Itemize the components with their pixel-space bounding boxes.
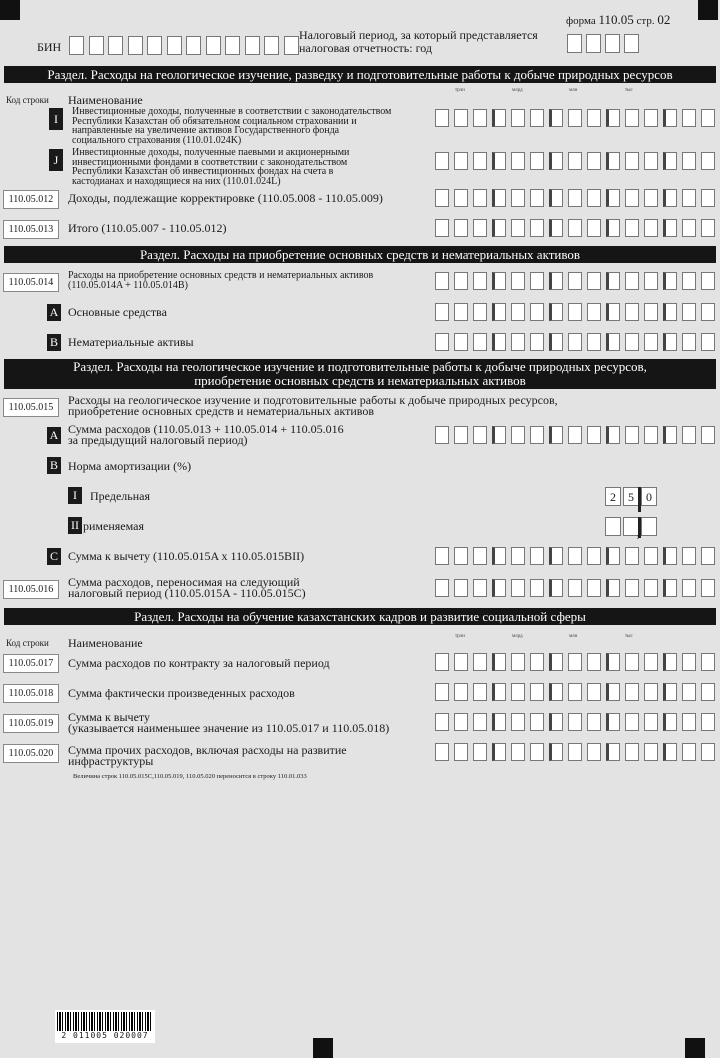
row-total-amount-cell[interactable] xyxy=(644,219,658,237)
row-actual-expenses-amount-cell[interactable] xyxy=(530,683,544,701)
row-income-social-insurance-amount-cell[interactable] xyxy=(549,109,563,127)
row-total-amount-cell[interactable] xyxy=(454,219,468,237)
row-total-amount-cell[interactable] xyxy=(511,219,525,237)
row-other-expenses-amount-cell[interactable] xyxy=(625,743,639,761)
row-actual-expenses-label: Сумма фактически произведенных расходов xyxy=(68,686,295,700)
row-adjust-income-amount-cell[interactable] xyxy=(454,189,468,207)
row-deduction-amount-cell[interactable] xyxy=(435,547,449,565)
row-deduction-amount-cell[interactable] xyxy=(606,547,620,565)
row-combined-label: Расходы на геологическое изучение и подготовительные работы к добыче природных ресурсов, приобретение основных средств и нематериальных активов xyxy=(68,393,558,418)
row-fixed-assets-basic-amount-cell[interactable] xyxy=(587,303,601,321)
row-letter-I: I xyxy=(49,108,63,130)
row-adjust-income-amount-cell[interactable] xyxy=(701,189,715,207)
bin-label: БИН xyxy=(37,40,62,54)
row-total-amount-cell[interactable] xyxy=(587,219,601,237)
row-income-investment-funds-amount-cell[interactable] xyxy=(473,152,487,170)
row-income-investment-funds-amount-cell[interactable] xyxy=(435,152,449,170)
row-sum-expenses-amount-cell[interactable] xyxy=(454,426,468,444)
row-carryover-amount-cell[interactable] xyxy=(454,579,468,597)
decimal-comma: , xyxy=(637,525,641,540)
row-adjust-income-amount-cell[interactable] xyxy=(492,189,506,207)
row-fixed-assets-basic-amount-cell[interactable] xyxy=(625,303,639,321)
row-total-amount-cell[interactable] xyxy=(530,219,544,237)
row-carryover-amount-cell[interactable] xyxy=(530,579,544,597)
row-fixed-assets-amount-cell[interactable] xyxy=(473,272,487,290)
row-deduction-min-amount-cell[interactable] xyxy=(492,713,506,731)
row-other-expenses-amount-cell[interactable] xyxy=(682,743,696,761)
row-fixed-assets-basic-label: Основные средства xyxy=(68,305,167,319)
row-actual-expenses-amount-cell[interactable] xyxy=(587,683,601,701)
barcode-number: 2 011005 020007 xyxy=(61,1031,149,1040)
row-deduction-amount-cell[interactable] xyxy=(587,547,601,565)
row-fixed-assets-basic-amount-cell[interactable] xyxy=(549,303,563,321)
row-fixed-assets-amount-cell[interactable] xyxy=(663,272,677,290)
row-deduction-amount-cell[interactable] xyxy=(663,547,677,565)
row-contract-expenses-amount-cell[interactable] xyxy=(473,653,487,671)
row-income-social-insurance-amount-cell[interactable] xyxy=(511,109,525,127)
row-letter-C: C xyxy=(47,548,61,565)
row-code-110-05-016: 110.05.016 xyxy=(3,580,59,599)
row-fixed-assets-amount-cell[interactable] xyxy=(454,272,468,290)
row-intangible-amount-cell[interactable] xyxy=(701,333,715,351)
row-sum-expenses-amount-cell[interactable] xyxy=(568,426,582,444)
row-other-expenses-amount-cell[interactable] xyxy=(644,743,658,761)
row-actual-expenses-amount-cell[interactable] xyxy=(454,683,468,701)
row-sum-expenses-amount-cell[interactable] xyxy=(435,426,449,444)
row-contract-expenses-amount-cell[interactable] xyxy=(511,653,525,671)
row-fixed-assets-basic-amount-cell[interactable] xyxy=(511,303,525,321)
row-letter-A2: A xyxy=(47,427,61,444)
row-income-social-insurance-amount-cell[interactable] xyxy=(682,109,696,127)
row-deduction-min-amount-cell[interactable] xyxy=(473,713,487,731)
barcode xyxy=(55,1010,155,1043)
row-actual-expenses-amount-cell[interactable] xyxy=(492,683,506,701)
row-fixed-assets-basic-amount-cell[interactable] xyxy=(663,303,677,321)
row-letter-A: A xyxy=(47,304,61,321)
row-sum-expenses-label: Сумма расходов (110.05.013 + 110.05.014 + 110.05.016 за предыдущий налоговый период) xyxy=(68,422,344,447)
row-applied-rate-label: рименяемая xyxy=(83,519,144,533)
row-deduction-min-amount-cell[interactable] xyxy=(549,713,563,731)
row-other-expenses-amount-cell[interactable] xyxy=(530,743,544,761)
row-code-110-05-015: 110.05.015 xyxy=(3,398,59,417)
row-fixed-assets-basic-amount-cell[interactable] xyxy=(473,303,487,321)
row-fixed-assets-amount-cell[interactable] xyxy=(492,272,506,290)
bin-digit-cell[interactable] xyxy=(69,36,84,55)
row-other-expenses-label: Сумма прочих расходов, включая расходы на развитие инфраструктуры xyxy=(68,743,347,768)
section-header-geological: Раздел. Расходы на геологическое изучение, разведку и подготовительные работы к добыче природных ресурсов xyxy=(4,66,716,83)
bin-digit-cell[interactable] xyxy=(167,36,182,55)
row-adjust-income-amount-cell[interactable] xyxy=(587,189,601,207)
row-fixed-assets-amount-cell[interactable] xyxy=(606,272,620,290)
row-actual-expenses-amount-cell[interactable] xyxy=(511,683,525,701)
row-fixed-assets-amount-cell[interactable] xyxy=(568,272,582,290)
row-other-expenses-amount-cell[interactable] xyxy=(492,743,506,761)
row-contract-expenses-amount-cell[interactable] xyxy=(492,653,506,671)
row-income-social-insurance-amount-cell[interactable] xyxy=(473,109,487,127)
row-income-investment-funds-amount-cell[interactable] xyxy=(701,152,715,170)
section-header-training: Раздел. Расходы на обучение казахстанских кадров и развитие социальной сферы xyxy=(4,608,716,625)
row-adjust-income-amount-cell[interactable] xyxy=(568,189,582,207)
row-total-amount-cell[interactable] xyxy=(625,219,639,237)
row-fixed-assets-amount-cell[interactable] xyxy=(682,272,696,290)
row-intangible-amount-cell[interactable] xyxy=(549,333,563,351)
row-income-social-insurance-amount-cell[interactable] xyxy=(587,109,601,127)
row-deduction-amount-cell[interactable] xyxy=(454,547,468,565)
bin-digit-cell[interactable] xyxy=(186,36,201,55)
row-income-investment-funds-amount-cell[interactable] xyxy=(549,152,563,170)
code-column-header-2: Код строки xyxy=(6,638,49,648)
unit-label: млн xyxy=(569,634,578,639)
unit-label: трлн xyxy=(455,634,465,639)
row-carryover-amount-cell[interactable] xyxy=(473,579,487,597)
row-deduction-amount-cell[interactable] xyxy=(701,547,715,565)
row-adjust-income-amount-cell[interactable] xyxy=(530,189,544,207)
row-income-investment-funds-amount-cell[interactable] xyxy=(530,152,544,170)
row-income-social-insurance-amount-cell[interactable] xyxy=(606,109,620,127)
row-contract-expenses-amount-cell[interactable] xyxy=(549,653,563,671)
unit-label: млрд xyxy=(512,634,523,639)
row-income-social-insurance-amount-cell[interactable] xyxy=(454,109,468,127)
row-fixed-assets-basic-amount-cell[interactable] xyxy=(701,303,715,321)
row-carryover-amount-cell[interactable] xyxy=(435,579,449,597)
row-code-110-05-020: 110.05.020 xyxy=(3,744,59,763)
bin-digit-cell[interactable] xyxy=(245,36,260,55)
row-deduction-amount-cell[interactable] xyxy=(644,547,658,565)
form-id: форма 110.05 стр. 02 xyxy=(566,12,671,27)
row-sum-expenses-amount-cell[interactable] xyxy=(701,426,715,444)
max-rate-digit-1: 2 xyxy=(605,487,621,506)
row-deduction-min-amount-cell[interactable] xyxy=(625,713,639,731)
row-fixed-assets-amount-cell[interactable] xyxy=(530,272,544,290)
row-income-social-insurance-amount-cell[interactable] xyxy=(435,109,449,127)
row-deduction-amount-cell[interactable] xyxy=(473,547,487,565)
row-carryover-amount-cell[interactable] xyxy=(549,579,563,597)
row-intangible-amount-cell[interactable] xyxy=(625,333,639,351)
row-fixed-assets-amount-cell[interactable] xyxy=(435,272,449,290)
row-income-investment-funds-amount-cell[interactable] xyxy=(511,152,525,170)
applied-rate-digit-1[interactable] xyxy=(605,517,621,536)
row-fixed-assets-amount-cell[interactable] xyxy=(701,272,715,290)
bin-digit-cell[interactable] xyxy=(264,36,279,55)
row-fixed-assets-amount-cell[interactable] xyxy=(511,272,525,290)
row-deduction-amount-cell[interactable] xyxy=(549,547,563,565)
row-actual-expenses-amount-cell[interactable] xyxy=(549,683,563,701)
row-contract-expenses-amount-cell[interactable] xyxy=(682,653,696,671)
row-code-110-05-019: 110.05.019 xyxy=(3,714,59,733)
row-income-investment-funds-amount-cell[interactable] xyxy=(454,152,468,170)
row-actual-expenses-amount-cell[interactable] xyxy=(644,683,658,701)
row-other-expenses-amount-cell[interactable] xyxy=(473,743,487,761)
row-intangible-amount-cell[interactable] xyxy=(587,333,601,351)
row-adjust-income-amount-cell[interactable] xyxy=(473,189,487,207)
row-intangible-amount-cell[interactable] xyxy=(606,333,620,351)
row-other-expenses-amount-cell[interactable] xyxy=(606,743,620,761)
corner-marker-bottom-right xyxy=(685,1038,705,1058)
row-sum-expenses-amount-cell[interactable] xyxy=(530,426,544,444)
row-deduction-min-amount-cell[interactable] xyxy=(568,713,582,731)
row-carryover-amount-cell[interactable] xyxy=(492,579,506,597)
row-sum-expenses-amount-cell[interactable] xyxy=(587,426,601,444)
row-income-investment-funds-amount-cell[interactable] xyxy=(587,152,601,170)
row-max-rate-label: Предельная xyxy=(90,489,150,503)
row-actual-expenses-amount-cell[interactable] xyxy=(701,683,715,701)
row-deduction-amount-cell[interactable] xyxy=(568,547,582,565)
row-fixed-assets-amount-cell[interactable] xyxy=(587,272,601,290)
row-carryover-amount-cell[interactable] xyxy=(625,579,639,597)
row-other-expenses-amount-cell[interactable] xyxy=(549,743,563,761)
row-carryover-amount-cell[interactable] xyxy=(644,579,658,597)
corner-marker-top-right xyxy=(698,0,718,20)
bin-digit-cell[interactable] xyxy=(89,36,104,55)
row-intangible-amount-cell[interactable] xyxy=(511,333,525,351)
row-fixed-assets-basic-amount-cell[interactable] xyxy=(644,303,658,321)
row-fixed-assets-amount-cell[interactable] xyxy=(625,272,639,290)
corner-marker-bottom-center xyxy=(313,1038,333,1058)
row-carryover-label: Сумма расходов, переносимая на следующий налоговый период (110.05.015A - 110.05.015C) xyxy=(68,575,306,600)
year-digit-cell[interactable] xyxy=(567,34,582,53)
row-contract-expenses-amount-cell[interactable] xyxy=(644,653,658,671)
row-code-110-05-018: 110.05.018 xyxy=(3,684,59,703)
row-income-investment-funds-amount-cell[interactable] xyxy=(492,152,506,170)
row-contract-expenses-amount-cell[interactable] xyxy=(587,653,601,671)
row-intangible-label: Нематериальные активы xyxy=(68,335,194,349)
row-deduction-min-amount-cell[interactable] xyxy=(587,713,601,731)
row-deduction-min-amount-cell[interactable] xyxy=(663,713,677,731)
barcode-bars xyxy=(57,1012,153,1031)
row-adjust-income-label: Доходы, подлежащие корректировке (110.05.008 - 110.05.009) xyxy=(68,191,383,205)
row-letter-B2: B xyxy=(47,457,61,474)
row-sum-expenses-amount-cell[interactable] xyxy=(606,426,620,444)
row-other-expenses-amount-cell[interactable] xyxy=(454,743,468,761)
bin-digit-cell[interactable] xyxy=(147,36,162,55)
row-intangible-amount-cell[interactable] xyxy=(568,333,582,351)
row-fixed-assets-label: Расходы на приобретение основных средств и нематериальных активов (110.05.014A + 110.05.014B) xyxy=(68,270,374,291)
row-sum-expenses-amount-cell[interactable] xyxy=(682,426,696,444)
row-fixed-assets-basic-amount-cell[interactable] xyxy=(435,303,449,321)
row-code-110-05-017: 110.05.017 xyxy=(3,654,59,673)
bin-digit-cell[interactable] xyxy=(284,36,299,55)
row-deduction-min-label: Сумма к вычету (указывается наименьшее значение из 110.05.017 и 110.05.018) xyxy=(68,710,390,735)
row-total-amount-cell[interactable] xyxy=(568,219,582,237)
unit-label: тыс xyxy=(625,88,633,93)
row-intangible-amount-cell[interactable] xyxy=(435,333,449,351)
row-adjust-income-amount-cell[interactable] xyxy=(606,189,620,207)
year-digit-cell[interactable] xyxy=(586,34,601,53)
row-total-amount-cell[interactable] xyxy=(549,219,563,237)
unit-label: млрд xyxy=(512,88,523,93)
row-deduction-min-amount-cell[interactable] xyxy=(435,713,449,731)
row-code-110-05-013: 110.05.013 xyxy=(3,220,59,239)
row-intangible-amount-cell[interactable] xyxy=(663,333,677,351)
row-contract-expenses-amount-cell[interactable] xyxy=(454,653,468,671)
row-actual-expenses-amount-cell[interactable] xyxy=(606,683,620,701)
row-letter-B: B xyxy=(47,334,61,351)
row-depreciation-rate-label: Норма амортизации (%) xyxy=(68,459,192,473)
row-other-expenses-amount-cell[interactable] xyxy=(663,743,677,761)
row-total-amount-cell[interactable] xyxy=(492,219,506,237)
row-other-expenses-amount-cell[interactable] xyxy=(568,743,582,761)
row-adjust-income-amount-cell[interactable] xyxy=(663,189,677,207)
row-contract-expenses-label: Сумма расходов по контракту за налоговый период xyxy=(68,656,330,670)
row-adjust-income-amount-cell[interactable] xyxy=(511,189,525,207)
row-deduction-min-amount-cell[interactable] xyxy=(682,713,696,731)
row-income-social-insurance-amount-cell[interactable] xyxy=(568,109,582,127)
corner-marker-top-left xyxy=(0,0,20,20)
row-carryover-amount-cell[interactable] xyxy=(587,579,601,597)
row-deduction-amount-cell[interactable] xyxy=(492,547,506,565)
row-income-social-insurance-label: Инвестиционные доходы, полученные в соответствии с законодательством Республики Казахстан об обязательном социальном страховании и направленные на увеличение активов Государственного фонда социального страхования (110.01.024K) xyxy=(72,106,392,146)
row-other-expenses-amount-cell[interactable] xyxy=(435,743,449,761)
row-deduction-min-amount-cell[interactable] xyxy=(454,713,468,731)
row-income-social-insurance-amount-cell[interactable] xyxy=(530,109,544,127)
bin-digit-cell[interactable] xyxy=(225,36,240,55)
row-carryover-amount-cell[interactable] xyxy=(701,579,715,597)
row-adjust-income-amount-cell[interactable] xyxy=(682,189,696,207)
unit-label: тыс xyxy=(625,634,633,639)
row-actual-expenses-amount-cell[interactable] xyxy=(682,683,696,701)
row-intangible-amount-cell[interactable] xyxy=(492,333,506,351)
row-deduction-amount-cell[interactable] xyxy=(511,547,525,565)
row-sum-expenses-amount-cell[interactable] xyxy=(473,426,487,444)
row-total-label: Итого (110.05.007 - 110.05.012) xyxy=(68,221,227,235)
row-letter-BII: II xyxy=(68,517,82,534)
row-income-social-insurance-amount-cell[interactable] xyxy=(663,109,677,127)
row-total-amount-cell[interactable] xyxy=(606,219,620,237)
row-contract-expenses-amount-cell[interactable] xyxy=(701,653,715,671)
row-actual-expenses-amount-cell[interactable] xyxy=(663,683,677,701)
row-income-social-insurance-amount-cell[interactable] xyxy=(492,109,506,127)
row-intangible-amount-cell[interactable] xyxy=(473,333,487,351)
row-deduction-min-amount-cell[interactable] xyxy=(644,713,658,731)
row-deduction-amount-cell[interactable] xyxy=(530,547,544,565)
row-actual-expenses-amount-cell[interactable] xyxy=(568,683,582,701)
row-total-amount-cell[interactable] xyxy=(435,219,449,237)
row-income-investment-funds-amount-cell[interactable] xyxy=(682,152,696,170)
row-fixed-assets-amount-cell[interactable] xyxy=(644,272,658,290)
bin-digit-cell[interactable] xyxy=(128,36,143,55)
row-carryover-amount-cell[interactable] xyxy=(606,579,620,597)
row-adjust-income-amount-cell[interactable] xyxy=(549,189,563,207)
row-adjust-income-amount-cell[interactable] xyxy=(625,189,639,207)
row-actual-expenses-amount-cell[interactable] xyxy=(625,683,639,701)
section-header-combined: Раздел. Расходы на геологическое изучение и подготовительные работы к добыче природных ресурсов, приобретение основных средств и нематериальных активов xyxy=(4,359,716,389)
row-fixed-assets-basic-amount-cell[interactable] xyxy=(530,303,544,321)
unit-label: трлн xyxy=(455,88,465,93)
row-code-110-05-012: 110.05.012 xyxy=(3,190,59,209)
row-contract-expenses-amount-cell[interactable] xyxy=(663,653,677,671)
row-contract-expenses-amount-cell[interactable] xyxy=(530,653,544,671)
section-header-fixed-assets: Раздел. Расходы на приобретение основных средств и нематериальных активов xyxy=(4,246,716,263)
row-sum-expenses-amount-cell[interactable] xyxy=(644,426,658,444)
row-intangible-amount-cell[interactable] xyxy=(682,333,696,351)
year-digit-cell[interactable] xyxy=(605,34,620,53)
row-fixed-assets-basic-amount-cell[interactable] xyxy=(682,303,696,321)
name-column-header-2: Наименование xyxy=(68,636,143,650)
row-contract-expenses-amount-cell[interactable] xyxy=(568,653,582,671)
row-income-investment-funds-amount-cell[interactable] xyxy=(568,152,582,170)
row-fixed-assets-basic-amount-cell[interactable] xyxy=(568,303,582,321)
row-fixed-assets-basic-amount-cell[interactable] xyxy=(606,303,620,321)
row-carryover-amount-cell[interactable] xyxy=(663,579,677,597)
row-carryover-amount-cell[interactable] xyxy=(568,579,582,597)
max-rate-digit-3: 0 xyxy=(641,487,657,506)
row-adjust-income-amount-cell[interactable] xyxy=(644,189,658,207)
row-deduction-amount-cell[interactable] xyxy=(682,547,696,565)
footnote: Величина строк 110.05.015C,110.05.019, 110.05.020 переносится в строку 110.01.033 xyxy=(73,773,307,780)
row-other-expenses-amount-cell[interactable] xyxy=(701,743,715,761)
row-contract-expenses-amount-cell[interactable] xyxy=(435,653,449,671)
row-sum-expenses-amount-cell[interactable] xyxy=(663,426,677,444)
row-other-expenses-amount-cell[interactable] xyxy=(587,743,601,761)
row-actual-expenses-amount-cell[interactable] xyxy=(435,683,449,701)
row-deduction-min-amount-cell[interactable] xyxy=(530,713,544,731)
bin-digit-cell[interactable] xyxy=(108,36,123,55)
row-sum-expenses-amount-cell[interactable] xyxy=(492,426,506,444)
row-carryover-amount-cell[interactable] xyxy=(682,579,696,597)
row-total-amount-cell[interactable] xyxy=(701,219,715,237)
row-fixed-assets-basic-amount-cell[interactable] xyxy=(492,303,506,321)
row-deduction-min-amount-cell[interactable] xyxy=(701,713,715,731)
bin-digit-cell[interactable] xyxy=(206,36,221,55)
row-fixed-assets-basic-amount-cell[interactable] xyxy=(454,303,468,321)
row-intangible-amount-cell[interactable] xyxy=(454,333,468,351)
row-intangible-amount-cell[interactable] xyxy=(644,333,658,351)
max-rate-digit-2: 5 xyxy=(623,487,639,506)
row-letter-J: J xyxy=(49,149,63,171)
row-sum-expenses-amount-cell[interactable] xyxy=(511,426,525,444)
unit-label: млн xyxy=(569,88,578,93)
row-other-expenses-amount-cell[interactable] xyxy=(511,743,525,761)
row-income-investment-funds-amount-cell[interactable] xyxy=(625,152,639,170)
row-actual-expenses-amount-cell[interactable] xyxy=(473,683,487,701)
row-code-110-05-014: 110.05.014 xyxy=(3,273,59,292)
row-letter-BI: I xyxy=(68,487,82,504)
row-total-amount-cell[interactable] xyxy=(473,219,487,237)
year-digit-cell[interactable] xyxy=(624,34,639,53)
row-contract-expenses-amount-cell[interactable] xyxy=(606,653,620,671)
row-income-investment-funds-amount-cell[interactable] xyxy=(606,152,620,170)
row-adjust-income-amount-cell[interactable] xyxy=(435,189,449,207)
row-deduction-label: Сумма к вычету (110.05.015A x 110.05.015BII) xyxy=(68,549,305,563)
row-deduction-min-amount-cell[interactable] xyxy=(511,713,525,731)
row-income-social-insurance-amount-cell[interactable] xyxy=(625,109,639,127)
row-total-amount-cell[interactable] xyxy=(663,219,677,237)
code-column-header: Код строки xyxy=(6,95,49,105)
row-income-investment-funds-label: Инвестиционные доходы, полученные паевыми и акционерными инвестиционными фондами в соответствии с законодательством Республики Казахстан об инвестиционных фондах на счета в кастодианах и находящиеся на них (110.01.024L) xyxy=(72,147,350,187)
row-sum-expenses-amount-cell[interactable] xyxy=(549,426,563,444)
row-sum-expenses-amount-cell[interactable] xyxy=(625,426,639,444)
row-contract-expenses-amount-cell[interactable] xyxy=(625,653,639,671)
row-total-amount-cell[interactable] xyxy=(682,219,696,237)
applied-rate-digit-3[interactable] xyxy=(641,517,657,536)
row-carryover-amount-cell[interactable] xyxy=(511,579,525,597)
row-deduction-min-amount-cell[interactable] xyxy=(606,713,620,731)
row-income-investment-funds-amount-cell[interactable] xyxy=(644,152,658,170)
name-column-header: Наименование xyxy=(68,93,143,107)
row-income-social-insurance-amount-cell[interactable] xyxy=(644,109,658,127)
row-income-social-insurance-amount-cell[interactable] xyxy=(701,109,715,127)
period-label: Налоговый период, за который представляется налоговая отчетность: год xyxy=(299,28,538,55)
row-income-investment-funds-amount-cell[interactable] xyxy=(663,152,677,170)
row-intangible-amount-cell[interactable] xyxy=(530,333,544,351)
row-fixed-assets-amount-cell[interactable] xyxy=(549,272,563,290)
row-deduction-amount-cell[interactable] xyxy=(625,547,639,565)
